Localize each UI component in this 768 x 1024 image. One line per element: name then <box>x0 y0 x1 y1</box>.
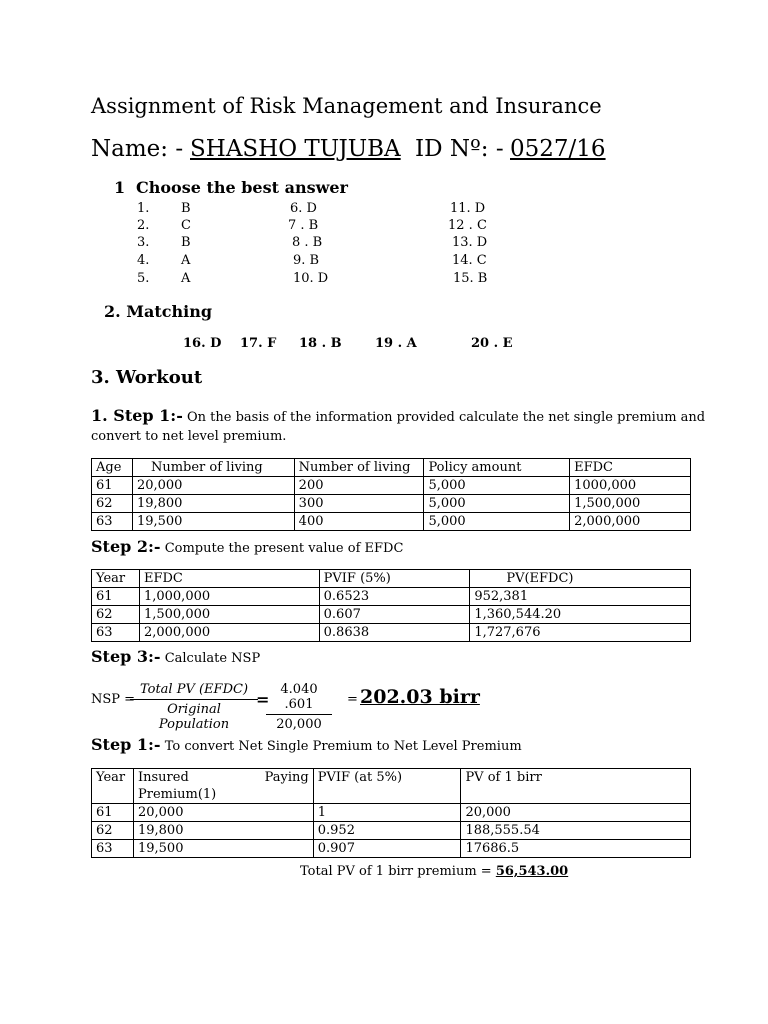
table-cell: 952,381 <box>470 588 691 606</box>
header-paying: Paying <box>264 770 309 785</box>
table-header: PV(EFDC) <box>470 570 691 588</box>
table-cell: 400 <box>294 513 424 531</box>
matching-item: 20 . E <box>471 336 513 351</box>
answer-value: B <box>181 235 191 250</box>
step1-instruction <box>91 406 705 425</box>
table-cell: 0.907 <box>313 840 461 858</box>
table-cell: 20,000 <box>132 477 294 495</box>
table-cell: 1,727,676 <box>470 624 691 642</box>
fraction-bar <box>266 714 332 715</box>
answer-number: 5. <box>137 271 150 286</box>
fraction-bar <box>130 699 258 700</box>
student-name: SHASHO TUJUBA <box>190 136 401 162</box>
answer-item: 11. D <box>450 201 486 216</box>
answer-item: 10. D <box>293 271 329 286</box>
answer-item: 7 . B <box>288 218 319 233</box>
table-cell: 20,000 <box>461 804 691 822</box>
table-cell: 5,000 <box>424 477 570 495</box>
section1-number: 1 <box>114 178 126 197</box>
table-row <box>92 495 691 513</box>
matching-item: 16. D <box>183 336 222 351</box>
section3-heading: 3. Workout <box>91 367 203 388</box>
section1-heading <box>114 178 348 197</box>
answer-number: 2. <box>137 218 150 233</box>
total-pv-line <box>300 864 568 879</box>
table-row <box>92 477 691 495</box>
step1-text: On the basis of the information provided calculate the net single premium and <box>186 410 706 425</box>
step4-instruction <box>91 735 522 754</box>
fraction-denominator: Original Population <box>158 702 230 732</box>
table-cell: 61 <box>92 804 134 822</box>
living-table <box>91 458 691 531</box>
table-cell: 300 <box>294 495 424 513</box>
table-row <box>92 840 691 858</box>
table-cell: 20,000 <box>133 804 313 822</box>
answer-item: 13. D <box>452 235 488 250</box>
table-header-row <box>92 769 691 804</box>
table-header: Policy amount <box>424 459 570 477</box>
table-cell: 0.8638 <box>319 624 470 642</box>
table-cell: 1,500,000 <box>570 495 691 513</box>
fraction-total-pv <box>130 682 258 732</box>
matching-item: 18 . B <box>299 336 342 351</box>
table-cell: 62 <box>92 606 140 624</box>
answer-item: 6. D <box>290 201 317 216</box>
student-id: 0527/16 <box>510 136 606 162</box>
table-header: EFDC <box>570 459 691 477</box>
table-header <box>133 769 313 804</box>
fraction-numerator: Total PV (EFDC) <box>139 682 249 697</box>
table-cell: 2,000,000 <box>570 513 691 531</box>
step4-text: To convert Net Single Premium to Net Level Premium <box>164 739 522 754</box>
header-premium: Premium(1) <box>137 787 217 802</box>
section2-heading: 2. Matching <box>104 302 213 321</box>
header-insured: Insured <box>137 770 189 785</box>
table-row <box>92 588 691 606</box>
table-row <box>92 822 691 840</box>
table-row <box>92 606 691 624</box>
nsp-result: 202.03 birr <box>360 686 480 708</box>
table-row <box>92 804 691 822</box>
table-cell: 2,000,000 <box>139 624 319 642</box>
table-cell: 61 <box>92 477 133 495</box>
table-header: PVIF (5%) <box>319 570 470 588</box>
nsp-label: NSP = <box>91 692 136 707</box>
step2-label: Step 2:- <box>91 537 161 556</box>
table-cell: 1 <box>313 804 461 822</box>
table-cell: 17686.5 <box>461 840 691 858</box>
answer-item: 9. B <box>293 253 320 268</box>
name-label: Name: - <box>91 136 184 162</box>
answer-value: C <box>181 218 191 233</box>
table-cell: 19,800 <box>132 495 294 513</box>
table-cell: 19,500 <box>132 513 294 531</box>
table-header: Number of living <box>132 459 294 477</box>
step3-text: Calculate NSP <box>164 651 261 666</box>
table-header: PVIF (at 5%) <box>313 769 461 804</box>
table-cell: 5,000 <box>424 495 570 513</box>
table-cell: 200 <box>294 477 424 495</box>
answer-number: 4. <box>137 253 150 268</box>
step2-instruction <box>91 537 403 556</box>
table-header: PV of 1 birr <box>461 769 691 804</box>
table-cell: 1,000,000 <box>139 588 319 606</box>
equals-sign: = <box>256 690 270 709</box>
answer-value: A <box>181 271 191 286</box>
premium-table <box>91 768 691 858</box>
answer-value: B <box>181 201 191 216</box>
table-cell: 63 <box>92 840 134 858</box>
fraction-numerator: 4.040 .601 <box>280 682 318 712</box>
table-header: EFDC <box>139 570 319 588</box>
table-cell: 62 <box>92 822 134 840</box>
table-cell: 188,555.54 <box>461 822 691 840</box>
table-header: Number of living <box>294 459 424 477</box>
table-cell: 1000,000 <box>570 477 691 495</box>
table-cell: 61 <box>92 588 140 606</box>
table-header-row <box>92 459 691 477</box>
table-cell: 5,000 <box>424 513 570 531</box>
table-cell: 0.607 <box>319 606 470 624</box>
table-header: Year <box>92 769 134 804</box>
table-cell: 1,360,544.20 <box>470 606 691 624</box>
total-label: Total PV of 1 birr premium = <box>300 864 492 879</box>
total-value: 56,543.00 <box>495 864 569 879</box>
step3-instruction <box>91 647 260 666</box>
fraction-denominator: 20,000 <box>276 717 322 732</box>
table-cell: 19,800 <box>133 822 313 840</box>
table-header-row <box>92 570 691 588</box>
answer-value: A <box>181 253 191 268</box>
table-cell: 63 <box>92 513 133 531</box>
table-row <box>92 513 691 531</box>
table-cell: 62 <box>92 495 133 513</box>
table-cell: 0.6523 <box>319 588 470 606</box>
step3-label: Step 3:- <box>91 647 161 666</box>
id-label: ID Nº: - <box>415 136 504 162</box>
answer-item: 12 . C <box>448 218 487 233</box>
matching-item: 19 . A <box>375 336 417 351</box>
table-cell: 63 <box>92 624 140 642</box>
equals-sign: = <box>347 692 358 707</box>
step4-label: Step 1:- <box>91 735 161 754</box>
answer-number: 3. <box>137 235 150 250</box>
step1-label: 1. Step 1:- <box>91 406 183 425</box>
step1-text-cont: convert to net level premium. <box>91 429 287 444</box>
efdc-table <box>91 569 691 642</box>
answer-item: 14. C <box>452 253 487 268</box>
step2-text: Compute the present value of EFDC <box>164 541 404 556</box>
matching-item: 17. F <box>240 336 277 351</box>
answer-item: 15. B <box>453 271 488 286</box>
table-cell: 19,500 <box>133 840 313 858</box>
table-header: Year <box>92 570 140 588</box>
table-header: Age <box>92 459 133 477</box>
answer-item: 8 . B <box>292 235 323 250</box>
table-row <box>92 624 691 642</box>
fraction-values <box>266 682 332 732</box>
table-cell: 1,500,000 <box>139 606 319 624</box>
answer-number: 1. <box>137 201 150 216</box>
document-title: Assignment of Risk Management and Insurance <box>91 94 602 118</box>
section1-title: Choose the best answer <box>136 178 348 197</box>
table-cell: 0.952 <box>313 822 461 840</box>
